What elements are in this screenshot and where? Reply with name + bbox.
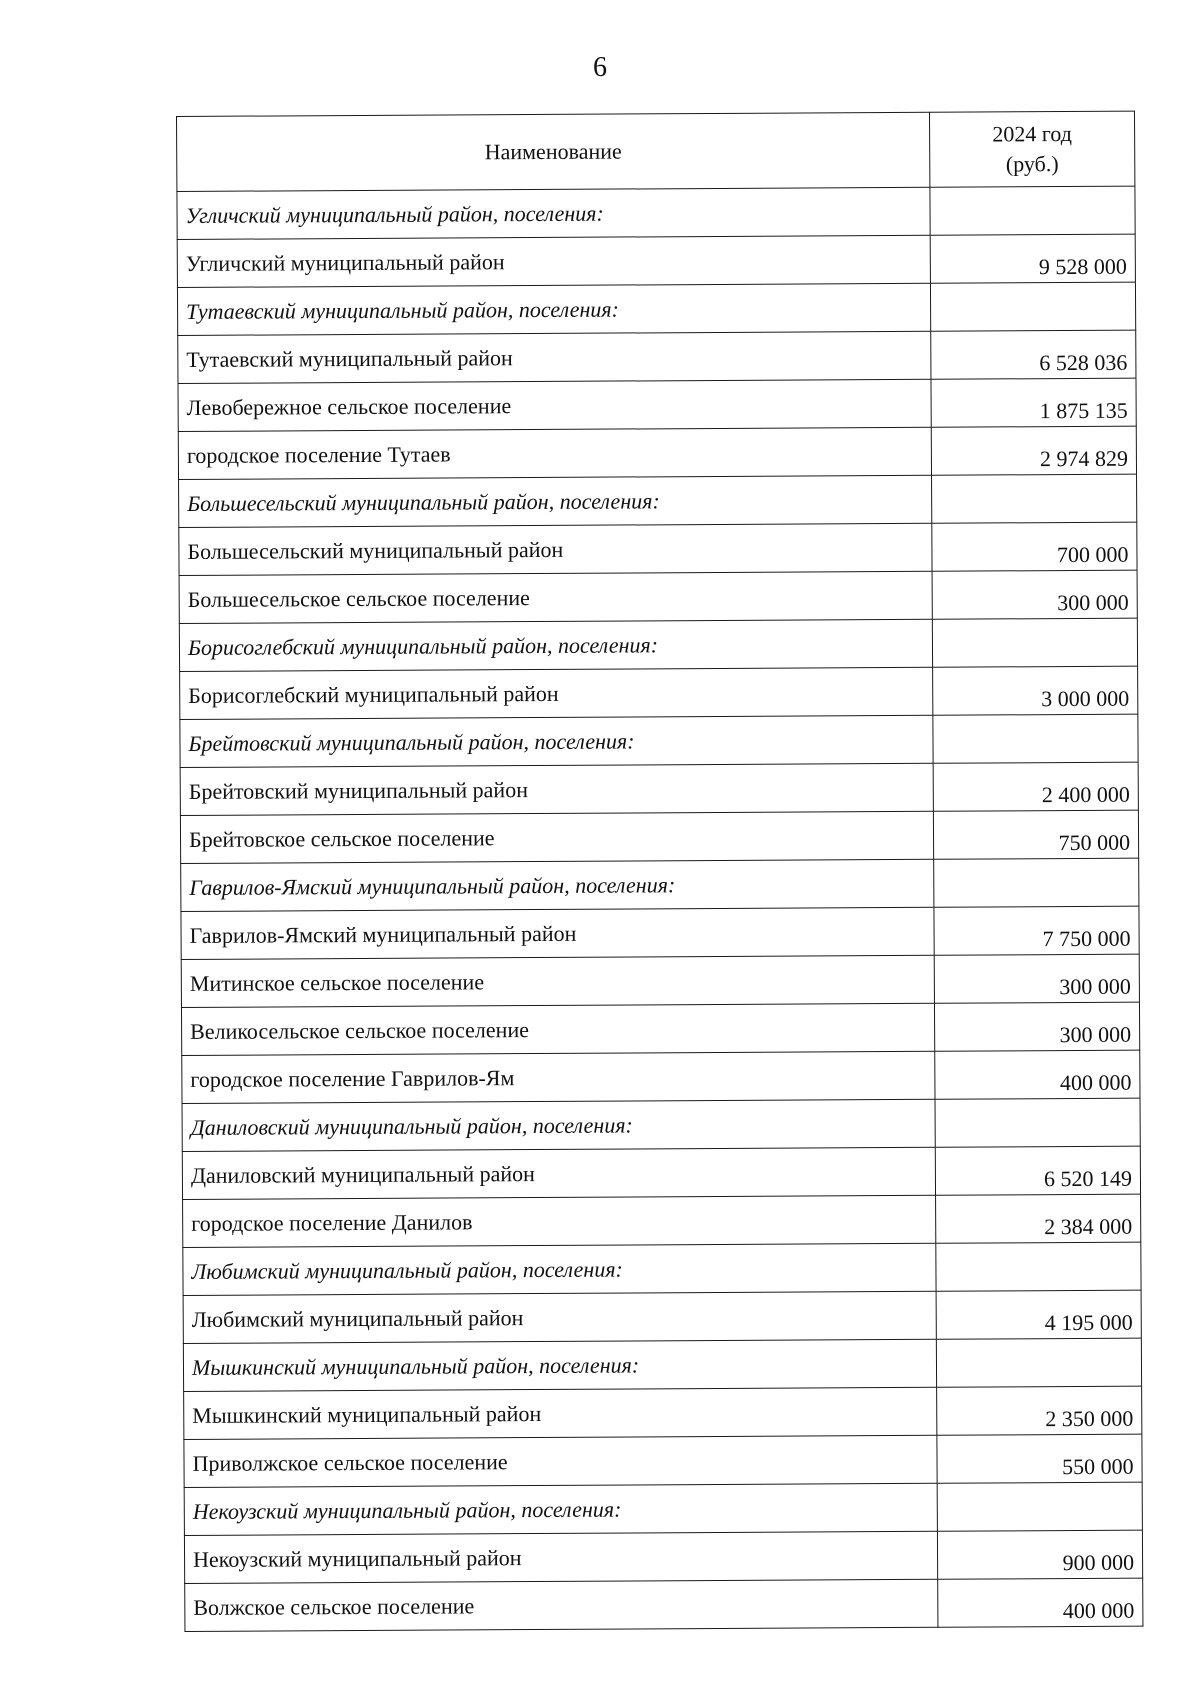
- column-header-year: [929, 111, 1134, 187]
- group-heading: Тутаевский муниципальный район, поселения:: [177, 283, 930, 335]
- group-heading: Мышкинский муниципальный район, поселения:: [183, 1339, 936, 1391]
- row-amount: 2 350 000: [937, 1386, 1142, 1435]
- table-row: [180, 810, 1138, 863]
- table-row: [185, 1578, 1143, 1631]
- group-heading: Борисоглебский муниципальный район, поселения:: [179, 619, 932, 671]
- row-name: Большесельское сельское поселение: [179, 571, 932, 623]
- row-amount: 300 000: [932, 570, 1137, 619]
- row-amount: 400 000: [938, 1578, 1143, 1627]
- row-name: Мышкинский муниципальный район: [184, 1387, 937, 1439]
- group-heading-row: [180, 714, 1138, 767]
- group-heading: Гаврилов-Ямский муниципальный район, поселения:: [181, 859, 934, 911]
- table-row: [179, 522, 1137, 575]
- row-amount: 3 000 000: [933, 666, 1138, 715]
- row-amount: 750 000: [933, 810, 1138, 859]
- row-amount: [930, 186, 1135, 235]
- row-name: городское поселение Данилов: [183, 1195, 936, 1247]
- table-row: [181, 1002, 1139, 1055]
- table-row: [177, 234, 1135, 287]
- row-name: Великосельское сельское поселение: [181, 1003, 934, 1055]
- row-amount: [930, 282, 1135, 331]
- row-amount: [933, 714, 1138, 763]
- table-row: [183, 1290, 1141, 1343]
- column-header-unit: (руб.): [1005, 151, 1059, 177]
- table-row: [183, 1194, 1141, 1247]
- row-amount: [932, 618, 1137, 667]
- row-name: Митинское сельское поселение: [181, 955, 934, 1007]
- row-amount: 9 528 000: [930, 234, 1135, 283]
- row-name: Брейтовское сельское поселение: [180, 811, 933, 863]
- column-header-year-label: 2024 год: [992, 120, 1072, 147]
- row-name: Гаврилов-Ямский муниципальный район: [181, 907, 934, 959]
- row-amount: [936, 1242, 1141, 1291]
- group-heading-row: [182, 1098, 1140, 1151]
- row-amount: 7 750 000: [934, 906, 1139, 955]
- row-amount: 300 000: [934, 954, 1139, 1003]
- row-amount: [936, 1338, 1141, 1387]
- row-amount: 2 384 000: [936, 1194, 1141, 1243]
- row-amount: [932, 474, 1137, 523]
- row-amount: 1 875 135: [931, 378, 1136, 427]
- group-heading-row: [184, 1482, 1142, 1535]
- table-row: [184, 1386, 1142, 1439]
- row-amount: 4 195 000: [936, 1290, 1141, 1339]
- table-row: [178, 378, 1136, 431]
- table-row: [182, 1050, 1140, 1103]
- row-amount: [934, 858, 1139, 907]
- group-heading-row: [177, 186, 1135, 239]
- table-row: [178, 426, 1136, 479]
- row-amount: [937, 1482, 1142, 1531]
- row-name: Приволжское сельское поселение: [184, 1435, 937, 1487]
- table-row: [180, 762, 1138, 815]
- table-row: [179, 570, 1137, 623]
- table-body: [177, 186, 1143, 1631]
- group-heading-row: [181, 858, 1139, 911]
- group-heading: Даниловский муниципальный район, поселения:: [182, 1099, 935, 1151]
- table-row: [182, 1146, 1140, 1199]
- group-heading-row: [183, 1242, 1141, 1295]
- table-row: [180, 666, 1138, 719]
- group-heading: Большесельский муниципальный район, поселения:: [179, 475, 932, 527]
- row-amount: 700 000: [932, 522, 1137, 571]
- row-amount: 550 000: [937, 1434, 1142, 1483]
- group-heading: Некоузский муниципальный район, поселения:: [184, 1483, 937, 1535]
- group-heading-row: [179, 474, 1137, 527]
- group-heading-row: [183, 1338, 1141, 1391]
- table-row: [184, 1434, 1142, 1487]
- table-row: [184, 1530, 1142, 1583]
- row-name: городское поселение Тутаев: [178, 427, 931, 479]
- row-amount: 900 000: [937, 1530, 1142, 1579]
- group-heading-row: [179, 618, 1137, 671]
- row-name: Даниловский муниципальный район: [182, 1147, 935, 1199]
- row-name: Угличский муниципальный район: [177, 235, 930, 287]
- row-name: Борисоглебский муниципальный район: [180, 667, 933, 719]
- row-name: городское поселение Гаврилов-Ям: [182, 1051, 935, 1103]
- row-name: Любимский муниципальный район: [183, 1291, 936, 1343]
- row-name: Левобережное сельское поселение: [178, 379, 931, 431]
- group-heading: Любимский муниципальный район, поселения:: [183, 1243, 936, 1295]
- row-amount: 2 974 829: [931, 426, 1136, 475]
- row-amount: 300 000: [934, 1002, 1139, 1051]
- page-number: 6: [593, 52, 607, 83]
- table-row: [181, 954, 1139, 1007]
- table-header-row: [177, 111, 1135, 191]
- row-amount: 6 520 149: [935, 1146, 1140, 1195]
- row-amount: 2 400 000: [933, 762, 1138, 811]
- row-name: Некоузский муниципальный район: [184, 1531, 937, 1583]
- budget-table: [176, 111, 1143, 1632]
- row-amount: 6 528 036: [931, 330, 1136, 379]
- table-row: [181, 906, 1139, 959]
- group-heading: Брейтовский муниципальный район, поселения:: [180, 715, 933, 767]
- group-heading: Угличский муниципальный район, поселения:: [177, 187, 930, 239]
- row-name: Тутаевский муниципальный район: [178, 331, 931, 383]
- table-row: [178, 330, 1136, 383]
- row-name: Волжское сельское поселение: [185, 1579, 938, 1631]
- row-name: Большесельский муниципальный район: [179, 523, 932, 575]
- row-amount: [935, 1098, 1140, 1147]
- column-header-name: Наименование: [177, 112, 930, 191]
- row-name: Брейтовский муниципальный район: [180, 763, 933, 815]
- group-heading-row: [177, 282, 1135, 335]
- row-amount: 400 000: [935, 1050, 1140, 1099]
